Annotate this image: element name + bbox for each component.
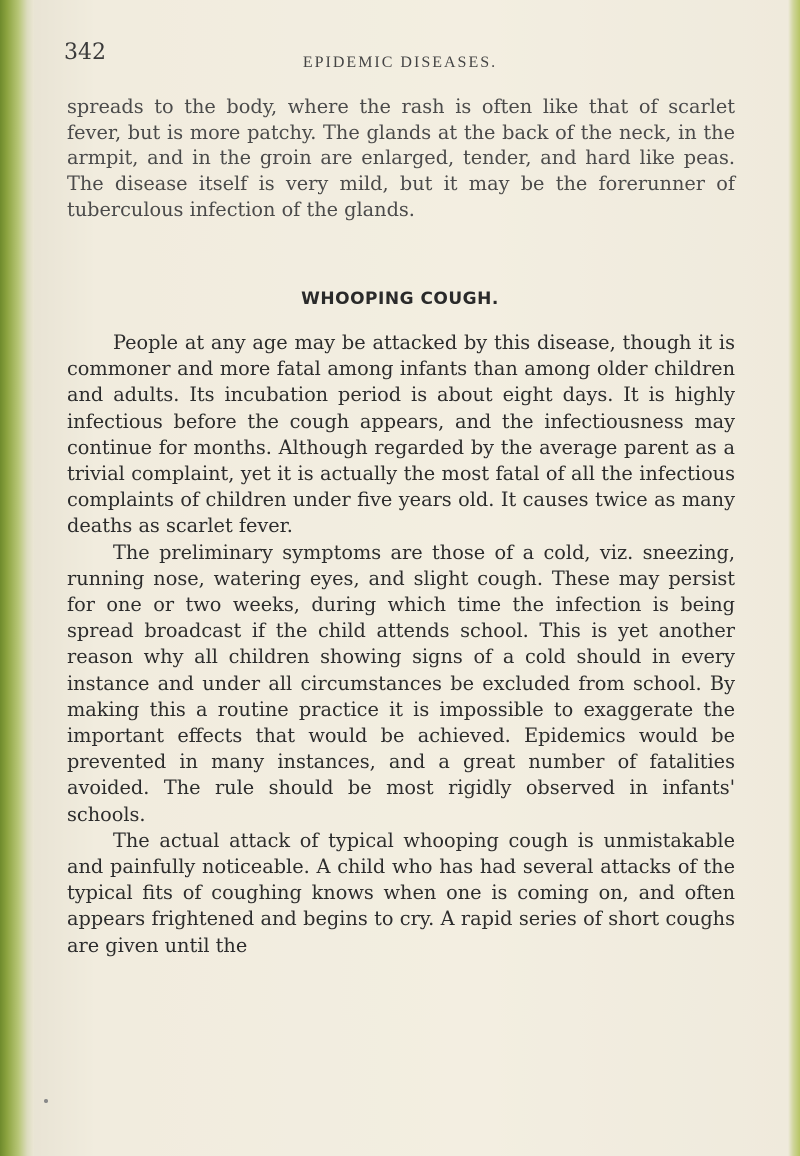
binding-gutter — [0, 0, 34, 1156]
running-head: EPIDEMIC DISEASES. — [302, 54, 498, 71]
section-body — [67, 330, 735, 959]
page-number: 342 — [64, 40, 106, 65]
section-heading: WHOOPING COUGH. — [301, 289, 499, 309]
page-blemish — [44, 1099, 48, 1103]
paragraph: The preliminary symptoms are those of a cold, viz. sneezing, running nose, watering eyes, and slight cough. These may persist for one or two weeks, during which time the infection is being spread broadcast if the child attends school. This is yet another reason why all children showing signs of a cold should in every instance and under all circumstances be excluded from school. By making this a routine practice it is impossible to exaggerate the important effects that would be achieved. Epidemics would be prevented in many instances, and a great number of fatalities avoided. The rule should be most rigidly observed in infants' schools. — [67, 540, 735, 826]
paragraph: The actual attack of typical whooping cough is unmistakable and painfully noticeable. A child who has had several attacks of the typical fits of coughing knows when one is coming on, and often appears frightened and begins to cry. A rapid series of short coughs are given until the — [67, 828, 735, 957]
paragraph: People at any age may be attacked by this disease, though it is commoner and more fatal among infants than among older children and adults. Its incubation period is about eight days. It is highly infectious before the cough appears, and the infectiousness may continue for months. Although regarded by the average parent as a trivial complaint, yet it is actually the most fatal of all the infectious complaints of children under five years old. It causes twice as many deaths as scarlet fever. — [67, 331, 735, 538]
continuation-paragraph: spreads to the body, where the rash is often like that of scarlet fever, but is more patchy. The glands at the back of the neck, in the armpit, and in the groin are enlarged, tender, and hard like peas. The disease itself is very mild, but it may be the forerunner of tuberculous infection of the glands. — [67, 95, 735, 221]
page-edge — [788, 0, 800, 1156]
